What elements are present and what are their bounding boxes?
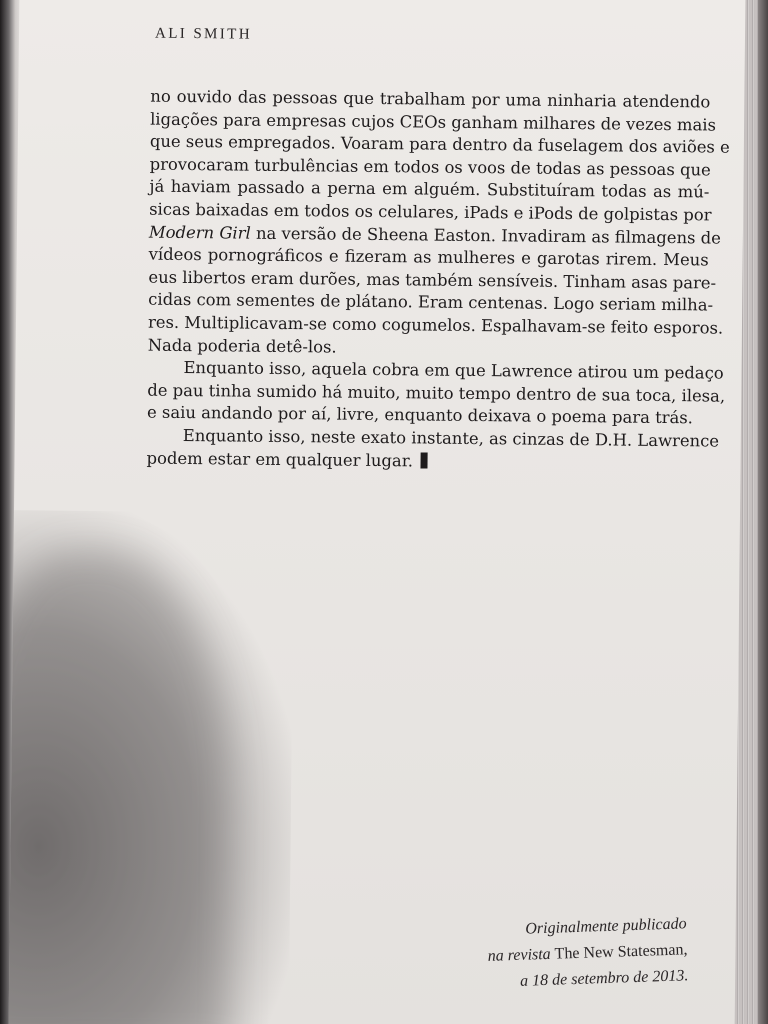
song-title: Modern Girl xyxy=(148,222,251,243)
hand-shadow-core xyxy=(9,550,234,1024)
publication-note xyxy=(426,911,688,998)
running-head: ALI SMITH xyxy=(154,25,253,43)
text-line: já haviam passado a perna em alguém. Substituíram todas as mú- xyxy=(149,176,710,202)
text-line: ligações para empresas cujos CEOs ganham milhares de vezes mais xyxy=(150,109,717,135)
publication-note-line: Originalmente publicado xyxy=(525,915,687,938)
hand-shadow xyxy=(9,509,294,1024)
text-fragment: podem estar em qualquer lugar. xyxy=(146,448,414,470)
text-fragment: na versão de Sheena Easton. Invadiram as filmagens de xyxy=(250,223,721,248)
book-page xyxy=(9,0,746,1024)
text-fragment: na revista xyxy=(487,945,555,965)
text-line: eus libertos eram durões, mas também sensíveis. Tinham asas pare- xyxy=(148,267,717,293)
text-line: Nada poderia detê-los. xyxy=(147,335,337,357)
text-line: de pau tinha sumido há muito, muito tempo dentro de sua toca, ilesa, xyxy=(147,380,726,406)
body-text xyxy=(146,86,730,476)
text-line: Enquanto isso, neste exato instante, as cinzas de D.H. Lawrence xyxy=(182,425,720,451)
text-line: Enquanto isso, aquela cobra em que Lawrence atirou um pedaço xyxy=(183,358,724,383)
text-line: que seus empregados. Voaram para dentro da fuselagem dos aviões e xyxy=(149,131,730,157)
text-line: e saiu andando por aí, livre, enquanto deixava o poema para trás. xyxy=(146,402,694,428)
book-cover-edge xyxy=(758,0,768,1024)
text-line: vídeos pornográficos e fizeram as mulheres e garotas rirem. Meus xyxy=(148,244,709,270)
paragraph xyxy=(146,357,726,431)
magazine-title: The New Statesman, xyxy=(554,941,688,963)
text-line: provocaram turbulências em todos os voos de todas as pessoas que xyxy=(149,154,711,180)
text-line: cidas com sementes de plátano. Eram centenas. Logo seriam milha- xyxy=(148,289,714,315)
paragraph xyxy=(146,424,720,475)
text-line: sicas baixadas em todos os celulares, iPads e iPods de golpistas por xyxy=(149,199,712,225)
text-line: no ouvido das pessoas que trabalham por uma ninharia atendendo xyxy=(150,86,711,112)
text-line: res. Multiplicavam-se como cogumelos. Espalhavam-se feito esporos. xyxy=(147,312,724,338)
paragraph xyxy=(147,86,730,363)
end-of-text-mark-icon xyxy=(421,452,428,468)
publication-note-line: a 18 de setembro de 2013. xyxy=(519,967,689,990)
